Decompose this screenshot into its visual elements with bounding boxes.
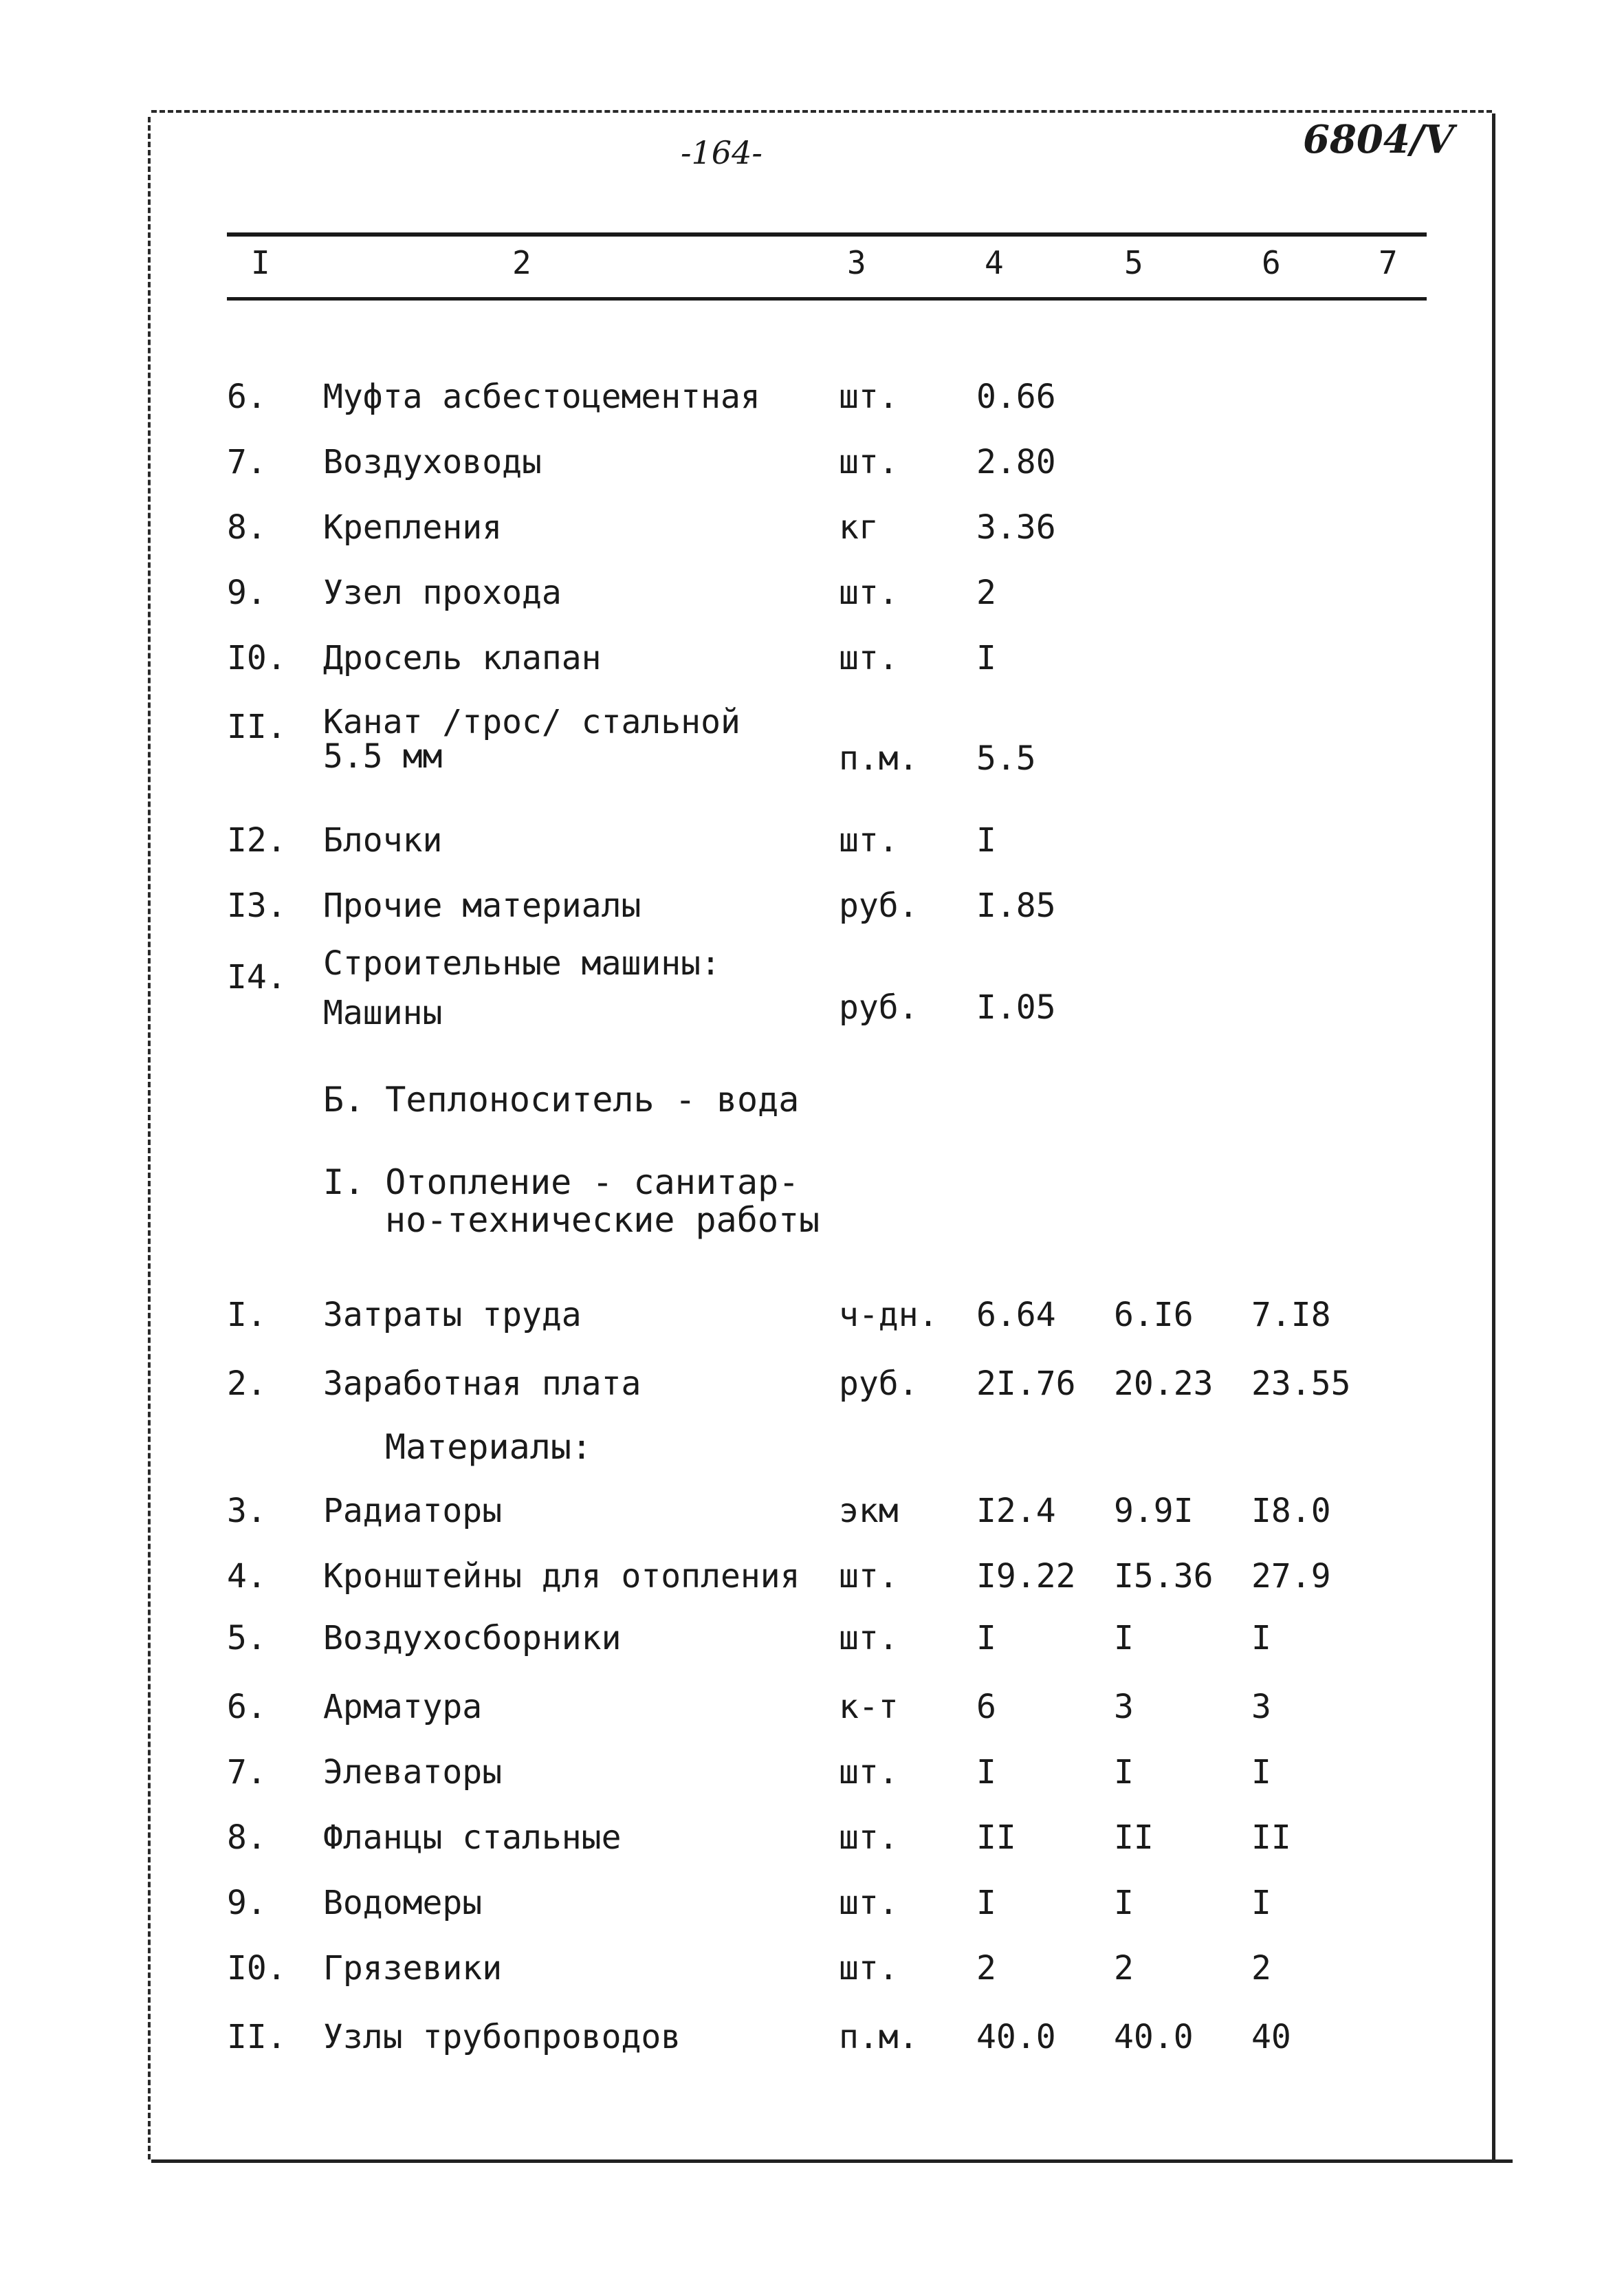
row-value-4: 3.36 <box>976 508 1056 547</box>
row-name-line-1: Строительные машины: <box>323 944 721 983</box>
column-header-7: 7 <box>1379 244 1398 281</box>
row-number: 9. <box>227 1884 267 1922</box>
table-row <box>0 939 1624 1032</box>
row-number: 3. <box>227 1492 267 1530</box>
row-value-4: 0.66 <box>976 378 1056 416</box>
row-unit: шт. <box>839 378 899 416</box>
row-value-4: II <box>976 1818 1016 1857</box>
row-value-4: 2 <box>976 1949 996 1988</box>
row-value-5: II <box>1114 1818 1154 1857</box>
row-value-6: 3 <box>1251 1688 1271 1726</box>
row-value-4: I2.4 <box>976 1492 1056 1530</box>
row-name: Фланцы стальные <box>323 1818 622 1857</box>
row-name-line-2: Машины <box>323 994 443 1032</box>
row-number: I2. <box>227 821 287 860</box>
row-name: Кронштейны для отопления <box>323 1557 800 1596</box>
row-value-4: I <box>976 1619 996 1657</box>
row-value-5: I5.36 <box>1114 1557 1214 1596</box>
row-name: Прочие материалы <box>323 886 641 925</box>
row-number: II. <box>227 708 287 746</box>
row-value-4: I.85 <box>976 886 1056 925</box>
table-row <box>0 1946 1624 1990</box>
row-number: 6. <box>227 378 267 416</box>
row-value-4: I <box>976 1753 996 1792</box>
row-name: Муфта асбестоцементная <box>323 378 760 416</box>
row-value-4: 2 <box>976 574 996 612</box>
table-row <box>0 505 1624 549</box>
column-header-1: I <box>251 244 270 281</box>
row-name: Элеваторы <box>323 1753 503 1792</box>
row-number: 8. <box>227 508 267 547</box>
row-value-6: I <box>1251 1619 1271 1657</box>
row-unit: шт. <box>839 1949 899 1988</box>
row-name: Блочки <box>323 821 443 860</box>
row-value-5: 20.23 <box>1114 1364 1214 1403</box>
row-value-6: 2 <box>1251 1949 1271 1988</box>
row-value-4: I <box>976 821 996 860</box>
row-value-5: 6.I6 <box>1114 1296 1194 1334</box>
row-value-4: I9.22 <box>976 1557 1076 1596</box>
row-value-6: I <box>1251 1753 1271 1792</box>
row-value-4: 2I.76 <box>976 1364 1076 1403</box>
row-name: Затраты труда <box>323 1296 582 1334</box>
row-unit: экм <box>839 1492 899 1530</box>
column-header-3: 3 <box>847 244 866 281</box>
table-row <box>0 705 1624 781</box>
row-number: 8. <box>227 1818 267 1857</box>
table-row <box>0 818 1624 862</box>
table-row <box>0 1616 1624 1660</box>
row-unit: шт. <box>839 821 899 860</box>
row-unit: шт. <box>839 1557 899 1596</box>
header-rule-top <box>227 232 1427 237</box>
row-number: 5. <box>227 1619 267 1657</box>
row-value-6: I <box>1251 1884 1271 1922</box>
row-value-6: II <box>1251 1818 1291 1857</box>
row-name: Заработная плата <box>323 1364 641 1403</box>
row-number: II. <box>227 2018 287 2056</box>
row-unit: шт. <box>839 1619 899 1657</box>
row-value-5: 3 <box>1114 1688 1134 1726</box>
page-number: -164- <box>681 134 762 171</box>
row-name <box>323 705 740 774</box>
table-row <box>0 1554 1624 1598</box>
column-header-5: 5 <box>1124 244 1143 281</box>
row-number: 6. <box>227 1688 267 1726</box>
table-row <box>0 2015 1624 2059</box>
row-number: I0. <box>227 639 287 677</box>
column-header-4: 4 <box>985 244 1004 281</box>
table-row <box>0 1685 1624 1729</box>
row-value-6: 40 <box>1251 2018 1291 2056</box>
row-value-4: 2.80 <box>976 443 1056 481</box>
row-name <box>323 939 721 1038</box>
row-value-6: 7.I8 <box>1251 1296 1331 1334</box>
column-header-row <box>0 244 1624 292</box>
row-value-5: 9.9I <box>1114 1492 1194 1530</box>
row-unit: шт. <box>839 1753 899 1792</box>
table-row <box>0 1489 1624 1533</box>
row-value-6: I8.0 <box>1251 1492 1331 1530</box>
row-unit: шт. <box>839 639 899 677</box>
materials-label: Материалы: <box>385 1427 593 1467</box>
row-unit: руб. <box>839 886 919 925</box>
row-unit: п.м. <box>839 739 919 778</box>
row-unit: руб. <box>839 1364 919 1403</box>
table-row <box>0 1750 1624 1794</box>
row-number: I4. <box>227 958 287 997</box>
row-name-line-1: Канат /трос/ стальной <box>323 703 740 741</box>
row-unit: шт. <box>839 1818 899 1857</box>
row-name: Воздуховоды <box>323 443 542 481</box>
row-unit: к-т <box>839 1688 899 1726</box>
row-value-5: I <box>1114 1884 1134 1922</box>
row-unit: ч-дн. <box>839 1296 939 1334</box>
row-number: 7. <box>227 443 267 481</box>
row-number: I. <box>227 1296 267 1334</box>
row-value-4: 40.0 <box>976 2018 1056 2056</box>
row-name: Дросель клапан <box>323 639 602 677</box>
table-row <box>0 1293 1624 1337</box>
row-value-5: 40.0 <box>1114 2018 1194 2056</box>
table-row <box>0 375 1624 419</box>
row-name: Арматура <box>323 1688 483 1726</box>
header-rule-bottom <box>227 297 1427 301</box>
row-value-5: I <box>1114 1753 1134 1792</box>
row-number: I3. <box>227 886 287 925</box>
row-name: Радиаторы <box>323 1492 503 1530</box>
row-number: 9. <box>227 574 267 612</box>
row-unit: шт. <box>839 574 899 612</box>
row-number: I0. <box>227 1949 287 1988</box>
row-value-4: I <box>976 639 996 677</box>
frame-bottom-border <box>151 2159 1513 2163</box>
table-row <box>0 1362 1624 1406</box>
row-unit: кг <box>839 508 879 547</box>
table-row <box>0 571 1624 615</box>
row-number: 7. <box>227 1753 267 1792</box>
document-code: 6804/V <box>1303 117 1454 162</box>
row-value-5: I <box>1114 1619 1134 1657</box>
frame-top-border <box>151 110 1492 113</box>
row-number: 2. <box>227 1364 267 1403</box>
row-unit: п.м. <box>839 2018 919 2056</box>
row-value-4: I <box>976 1884 996 1922</box>
subsection-title-line-2: но-технические работы <box>385 1200 820 1240</box>
table-row <box>0 636 1624 680</box>
row-name: Грязевики <box>323 1949 503 1988</box>
row-unit: шт. <box>839 443 899 481</box>
row-value-4: I.05 <box>976 988 1056 1027</box>
row-name: Водомеры <box>323 1884 483 1922</box>
row-value-4: 5.5 <box>976 739 1036 778</box>
column-header-6: 6 <box>1262 244 1281 281</box>
row-value-6: 27.9 <box>1251 1557 1331 1596</box>
row-value-6: 23.55 <box>1251 1364 1351 1403</box>
row-name: Узлы трубопроводов <box>323 2018 681 2056</box>
row-value-4: 6 <box>976 1688 996 1726</box>
subsection-title-line-1: I. Отопление - санитар- <box>323 1162 800 1202</box>
column-header-2: 2 <box>512 244 531 281</box>
row-unit: руб. <box>839 988 919 1027</box>
row-name: Узел прохода <box>323 574 562 612</box>
table-row <box>0 884 1624 928</box>
table-row <box>0 1816 1624 1860</box>
row-name-line-2: 5.5 мм <box>323 737 443 776</box>
row-name: Крепления <box>323 508 503 547</box>
row-name: Воздухосборники <box>323 1619 622 1657</box>
row-number: 4. <box>227 1557 267 1596</box>
row-value-4: 6.64 <box>976 1296 1056 1334</box>
table-row <box>0 440 1624 484</box>
row-unit: шт. <box>839 1884 899 1922</box>
section-b-title: Б. Теплоноситель - вода <box>323 1080 800 1120</box>
table-row <box>0 1881 1624 1925</box>
row-value-5: 2 <box>1114 1949 1134 1988</box>
